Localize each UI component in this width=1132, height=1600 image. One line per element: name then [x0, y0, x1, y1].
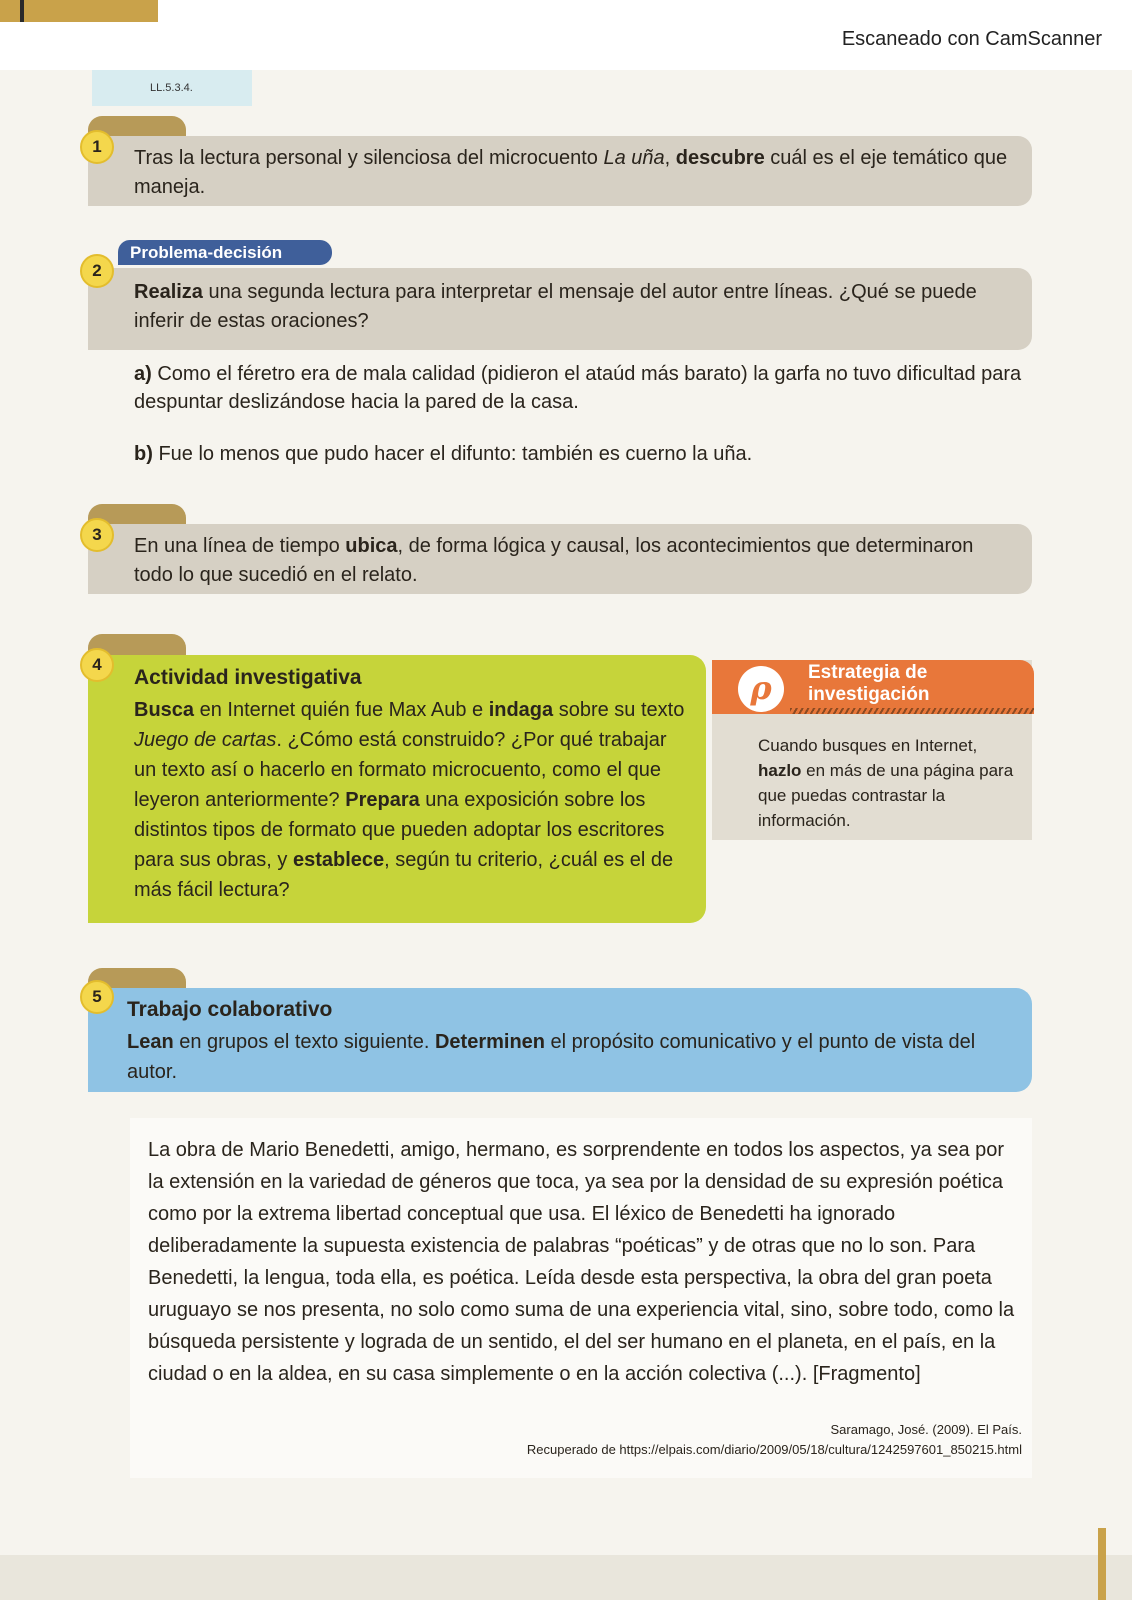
collaborative-text: Lean en grupos el texto siguiente. Determinen el propósito comunicativo y el punto de vista del autor. [127, 1031, 976, 1083]
q2-item-b: b) Fue lo menos que pudo hacer el difunto: también es cuerno la uña. [134, 443, 753, 465]
q2-item-a: a) Como el féretro era de mala calidad (pidieron el ataúd más barato) la garfa no tuvo dificultad para despuntar deslizándose hacia la pared de la casa. [134, 363, 1022, 413]
strategy-hatch [790, 708, 1034, 714]
bottom-band [0, 1555, 1132, 1600]
scanner-brand: Escaneado con CamScanner [841, 28, 1102, 50]
q2-text: Realiza una segunda lectura para interpretar el mensaje del autor entre líneas. ¿Qué se puede inferir de estas oraciones? [134, 281, 977, 332]
quote-source-author: Saramago, José. (2009). El País. [830, 1422, 1022, 1437]
q5-number: 5 [80, 980, 114, 1014]
q4-number: 4 [80, 648, 114, 682]
scan-corner-mark [20, 0, 24, 22]
search-magnifier-icon: ρ [738, 666, 784, 712]
q3-number: 3 [80, 518, 114, 552]
bottom-edge-mark [1098, 1528, 1106, 1600]
activity-text: Busca en Internet quién fue Max Aub e indaga sobre su texto Juego de cartas. ¿Cómo está construido? ¿Por qué trabajar un texto así o hacerlo en formato microcuento, como el que leyeron anteriormente? Prepara una exposición sobre los distintos tipos de formato que pueden adoptar los escritores para sus obras, y establece, según tu criterio, ¿cuál es el de más fácil lectura? [134, 699, 685, 901]
strategy-text: Cuando busques en Internet, hazlo en más de una página para que puedas contrastar la información. [758, 736, 1014, 830]
quote-text: La obra de Mario Benedetti, amigo, hermano, es sorprendente en todos los aspectos, ya sea por la extensión en la variedad de géneros que toca, ya sea por la densidad de su expresión poética como por la extrema libertad conceptual que usa. El léxico de Benedetti ha ignorado deliberadamente la supuesta existencia de palabras “poéticas” y de otras que no lo son. Para Benedetti, la lengua, toda ella, es poética. Leída desde esta perspectiva, la obra del gran poeta uruguayo se nos presenta, no solo como suma de una experiencia vital, sino, sobre todo, como la búsqueda persistente y lograda de un sentido, el del ser humano en el planeta, en el país, en la ciudad o en la aldea, en su casa simplemente o en la acción colectiva (...). [Fragmento] [148, 1139, 1015, 1385]
q1-text: Tras la lectura personal y silenciosa del microcuento La uña, descubre cuál es el eje temático que maneja. [134, 147, 1008, 198]
skill-code: LL.5.3.4. [150, 82, 193, 94]
problem-decision-label: Problema-decisión [118, 240, 332, 265]
strategy-title: Estrategia de investigación [808, 662, 930, 705]
collaborative-title: Trabajo colaborativo [127, 998, 333, 1021]
activity-title: Actividad investigativa [134, 666, 362, 689]
quote-source-url: Recuperado de https://elpais.com/diario/2009/05/18/cultura/1242597601_850215.html [526, 1442, 1022, 1457]
q2-number: 2 [80, 254, 114, 288]
q3-text: En una línea de tiempo ubica, de forma lógica y causal, los acontecimientos que determinaron todo lo que sucedió en el relato. [134, 535, 974, 586]
q1-number: 1 [80, 130, 114, 164]
